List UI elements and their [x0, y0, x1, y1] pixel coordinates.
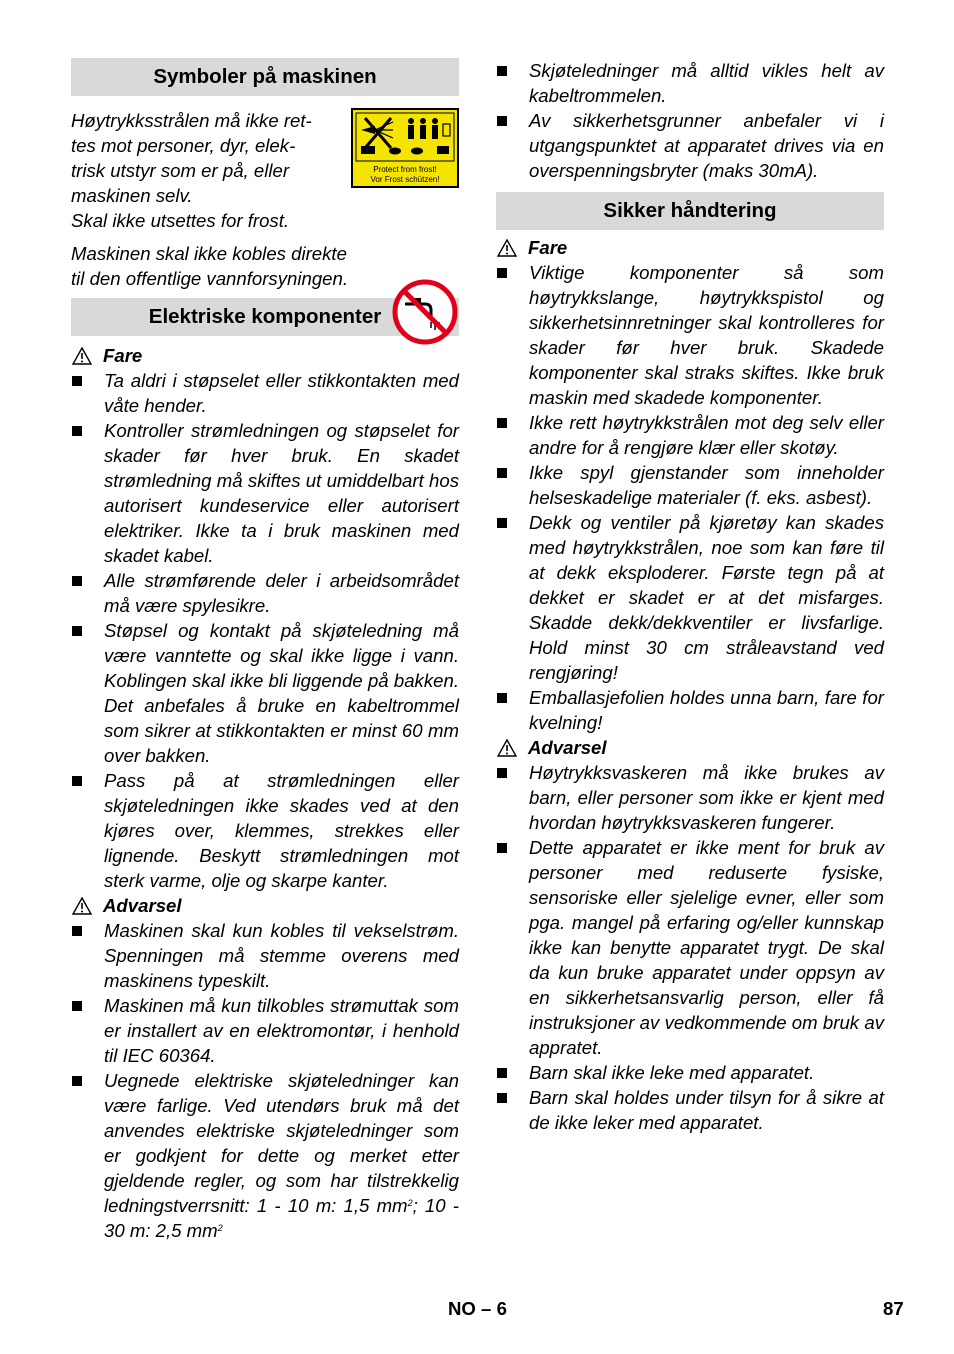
superscript: 2: [407, 1198, 413, 1208]
warning-triangle-icon: [497, 739, 517, 757]
safe-danger-list: [496, 260, 884, 735]
list-item: [496, 1085, 884, 1135]
list-item: [496, 835, 884, 1060]
list-item-text: Pass på at strømledningen eller skjøteledningen ikke skades ved at den kjøres over, klemmes, strekkes eller lignende. Beskytt strømledningen mot sterk varme, olje og skarpe kanter.: [104, 770, 459, 891]
list-item: [71, 918, 459, 993]
symbols-text-2: [71, 233, 381, 291]
list-item-text: Av sikkerhetsgrunner anbefaler vi i utgangspunktet at apparatet drives via en overspenningsbryter (maks 30mA).: [529, 110, 884, 181]
symbols-line: Maskinen skal ikke kobles direkte: [71, 243, 347, 264]
heading-safe-handling: Sikker håndtering: [496, 192, 884, 230]
list-item-text: Høytrykksvaskeren må ikke brukes av barn, eller personer som ikke er kjent med hvordan høytrykksvaskeren fungerer.: [529, 762, 884, 833]
list-item-text: Skjøteledninger må alltid vikles helt av kabeltrommelen.: [529, 60, 884, 106]
list-item-text: Viktige komponenter så som høytrykkslange, høytrykkspistol og sikkerhetsinnretninger skal kontrolleres for skader før hver bruk. Skadede komponenter skal straks skiftes. Ikke bruk maskin med skadede komponenter.: [529, 262, 884, 408]
bullet-square-icon: [497, 1093, 507, 1103]
safe-warning-list: [496, 760, 884, 1135]
symbols-line: til den offentlige vannforsyningen.: [71, 268, 349, 289]
bullet-square-icon: [72, 926, 82, 936]
list-item-text: Barn skal ikke leke med apparatet.: [529, 1062, 815, 1083]
list-item-text: Maskinen må kun tilkobles strømuttak som er installert av en elektromontør, i henhold til IEC 60364.: [104, 995, 459, 1066]
list-item-text: Ta aldri i støpselet eller stikkontakten med våte hender.: [104, 370, 459, 416]
list-item: [496, 1060, 884, 1085]
frost-label-1: Protect from frost!: [373, 165, 437, 174]
symbols-line: trisk utstyr som er på, eller: [71, 160, 290, 181]
list-item-text: Emballasjefolien holdes unna barn, fare for kvelning!: [529, 687, 884, 733]
symbols-line: Høytrykksstrålen må ikke ret-: [71, 110, 312, 131]
bullet-square-icon: [72, 576, 82, 586]
list-item: [71, 993, 459, 1068]
frost-label-2: Vor Frost schützen!: [370, 175, 440, 184]
bullet-square-icon: [72, 426, 82, 436]
superscript: 2: [217, 1223, 223, 1233]
bullet-square-icon: [72, 1001, 82, 1011]
bullet-square-icon: [497, 116, 507, 126]
warning-triangle-icon: [72, 347, 92, 365]
list-item: [496, 510, 884, 685]
bullet-square-icon: [497, 518, 507, 528]
bullet-square-icon: [497, 66, 507, 76]
bullet-square-icon: [497, 468, 507, 478]
heading-electrical: Elektriske komponenter: [71, 298, 459, 336]
bullet-square-icon: [497, 768, 507, 778]
warning-triangle-icon: [72, 897, 92, 915]
list-item: [496, 58, 884, 108]
bullet-square-icon: [497, 843, 507, 853]
danger-label: Fare: [103, 345, 143, 366]
list-item: [71, 1068, 459, 1243]
symbols-line: Skal ikke utsettes for frost.: [71, 210, 290, 231]
list-item-text: Støpsel og kontakt på skjøteledning må være vanntette og skal ikke ligge i vann. Koblingen skal ikke bli liggende på bakken. Det anbefales å bruke en kabeltrommel som sikrer at stikkontakten er minst 60 mm over bakken.: [104, 620, 459, 766]
list-item-text: Uegnede elektriske skjøteledninger kan være farlige. Ved utendørs bruk må det anvendes elektriske skjøteledninger som er godkjent for dette og merket etter gjeldende regler, og som har tilstrekkelig ledningstverrsnitt: 1 - 10 m: 1,5 mm: [104, 1070, 459, 1216]
left-column: [71, 58, 459, 1243]
list-item-text: ; 10 - 30 m: 2,5 mm: [104, 1195, 459, 1241]
list-item: [496, 460, 884, 510]
list-item-text: Barn skal holdes under tilsyn for å sikre at de ikke leker med apparatet.: [529, 1087, 884, 1133]
list-item-text: Maskinen skal kun kobles til vekselstrøm. Spenningen må stemme overens med maskinens typeskilt.: [104, 920, 459, 991]
list-item: [71, 568, 459, 618]
page-number: 87: [883, 1298, 904, 1319]
warning-heading: [496, 735, 884, 760]
list-item-text: Ikke spyl gjenstander som inneholder helseskadelige materialer (f. eks. asbest).: [529, 462, 884, 508]
symbols-section: [71, 96, 459, 291]
bullet-square-icon: [497, 268, 507, 278]
bullet-square-icon: [72, 1076, 82, 1086]
list-item: [496, 108, 884, 183]
list-item-text: Alle strømførende deler i arbeidsområdet må være spylesikre.: [104, 570, 459, 616]
page-label: NO – 6: [448, 1298, 507, 1319]
bullet-square-icon: [72, 626, 82, 636]
danger-heading: [71, 343, 459, 368]
extension-cord-list: [496, 58, 884, 183]
electrical-danger-list: [71, 368, 459, 893]
no-frost-symbol-icon: [351, 108, 459, 188]
right-column: [496, 58, 884, 1135]
list-item: [71, 768, 459, 893]
list-item: [496, 685, 884, 735]
list-item: [496, 260, 884, 410]
list-item: [71, 368, 459, 418]
symbols-line: maskinen selv.: [71, 185, 193, 206]
list-item: [71, 418, 459, 568]
heading-symbols: Symboler på maskinen: [71, 58, 459, 96]
warning-label: Advarsel: [528, 737, 607, 758]
danger-heading: [496, 235, 884, 260]
list-item: [496, 760, 884, 835]
danger-label: Fare: [528, 237, 568, 258]
symbols-line: tes mot personer, dyr, elek-: [71, 135, 296, 156]
bullet-square-icon: [497, 418, 507, 428]
bullet-square-icon: [497, 1068, 507, 1078]
list-item-text: Kontroller strømledningen og støpselet for skader før hver bruk. En skadet strømledning må skiftes ut umiddelbart hos autorisert kundeservice eller autorisert elektriker. Ikke ta i bruk maskinen med skadet kabel.: [104, 420, 459, 566]
warning-triangle-icon: [497, 239, 517, 257]
electrical-warning-list: [71, 918, 459, 1243]
bullet-square-icon: [72, 776, 82, 786]
symbols-text-1: [71, 96, 351, 233]
list-item-text: Ikke rett høytrykkstrålen mot deg selv eller andre for å rengjøre klær eller skotøy.: [529, 412, 884, 458]
warning-label: Advarsel: [103, 895, 182, 916]
list-item: [496, 410, 884, 460]
warning-heading: [71, 893, 459, 918]
bullet-square-icon: [72, 376, 82, 386]
list-item-text: Dette apparatet er ikke ment for bruk av personer med reduserte fysiske, sensoriske eller sjelelige evner, eller som pga. mangel på erfaring og/eller kunnskap ikke kan benytte apparatet trygt. De skal da kun bruke apparatet under oppsyn av en sikkerhetsansvarlig person, eller få instruksjoner av vedkommende om bruk av appratet.: [529, 837, 884, 1058]
list-item: [71, 618, 459, 768]
no-direct-water-connection-icon: [391, 278, 459, 346]
bullet-square-icon: [497, 693, 507, 703]
list-item-text: Dekk og ventiler på kjøretøy kan skades med høytrykkstrålen, noe som kan føre til at dekk eksploderer. Første tegn på at dekket er skadet er at det misfarges. Skadde dekk/dekkventiler er livsfarlige. Hold minst 30 cm stråleavstand ved rengjøring!: [529, 512, 884, 683]
